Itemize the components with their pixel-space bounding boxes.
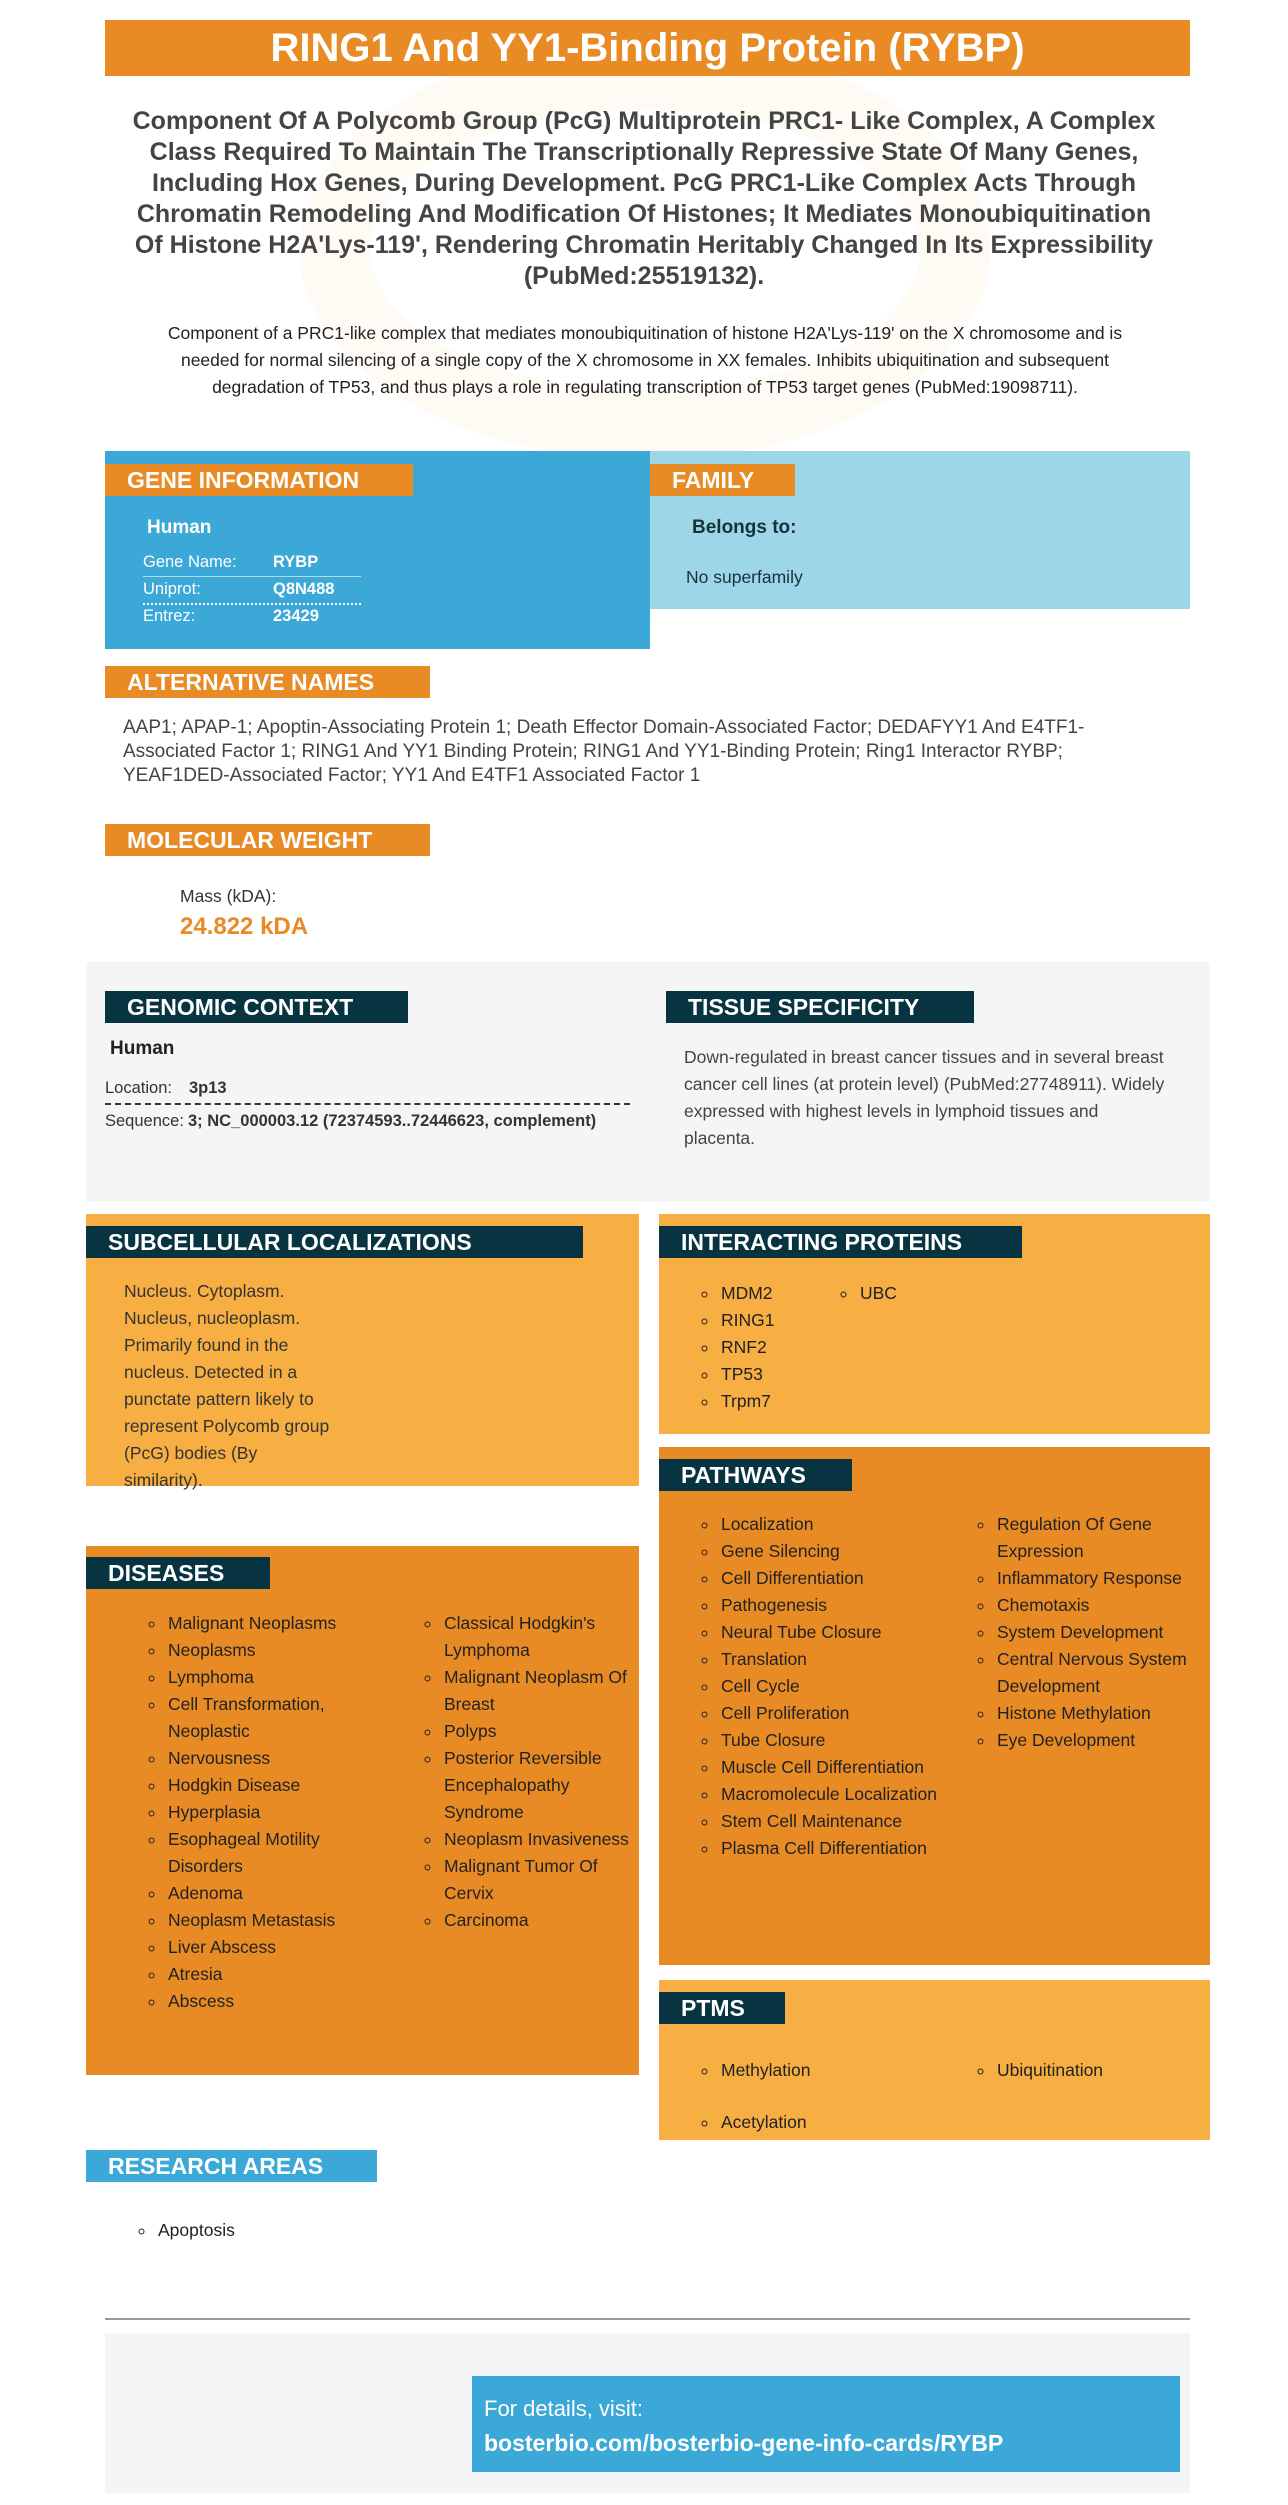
- list-item: ◦ Regulation Of Gene Expression: [995, 1511, 1210, 1565]
- mass-label: Mass (kDA):: [180, 886, 277, 906]
- list-item: ◦ Macromolecule Localization: [719, 1781, 944, 1808]
- list-item: ◦ Eye Development: [995, 1727, 1210, 1754]
- list-item: ◦ Carcinoma: [442, 1907, 642, 1934]
- pathways-col1: [701, 1511, 944, 1862]
- list-item: ◦ Posterior Reversible Encephalopathy Syndrome: [442, 1745, 642, 1826]
- alternative-names-text: AAP1; APAP-1; Apoptin-Associating Protein 1; Death Effector Domain-Associated Factor; DEDAFYY1 And E4TF1-Associated Factor 1; RING1 And YY1 Binding Protein; RING1 And YY1-Binding Protein; Ring1 Interactor RYBP; YEAF1DED-Associated Factor; YY1 And E4TF1 Associated Factor 1: [123, 717, 1085, 786]
- list-item: ◦ Trpm7: [719, 1388, 774, 1415]
- molecular-weight-heading: MOLECULAR WEIGHT: [105, 824, 430, 856]
- list-item: ◦ Plasma Cell Differentiation: [719, 1835, 944, 1862]
- diseases-col2: [424, 1610, 642, 1934]
- subcellular-localizations-text: Nucleus. Cytoplasm. Nucleus, nucleoplasm. Primarily found in the nucleus. Detected in a punctate pattern likely to represent Polycomb group (PcG) bodies (By similarity).: [124, 1281, 330, 1490]
- list-item: ◦ TP53: [719, 1361, 774, 1388]
- list-item: ◦ Cell Proliferation: [719, 1700, 944, 1727]
- sequence-label: Sequence:: [105, 1112, 184, 1130]
- list-item: ◦ Neoplasms: [166, 1637, 396, 1664]
- list-item: ◦ Malignant Neoplasm Of Breast: [442, 1664, 642, 1718]
- pathways-col2: [977, 1511, 1210, 1754]
- list-item: ◦ RING1: [719, 1307, 774, 1334]
- pathways-panel: [659, 1447, 1210, 1965]
- list-item: ◦ Polyps: [442, 1718, 642, 1745]
- entrez-row: [143, 603, 361, 630]
- list-item: ◦ Liver Abscess: [166, 1934, 396, 1961]
- uniprot-row: [143, 576, 361, 605]
- tissue-specificity-heading: TISSUE SPECIFICITY: [666, 991, 974, 1023]
- superfamily-value: No superfamily: [686, 567, 803, 587]
- list-item: ◦ RNF2: [719, 1334, 774, 1361]
- list-item: ◦ UBC: [858, 1280, 897, 1307]
- list-item: ◦ Chemotaxis: [995, 1592, 1210, 1619]
- pathways-heading: PATHWAYS: [659, 1459, 852, 1491]
- ptms-col2: [977, 2044, 1103, 2096]
- gene-name-row: [143, 549, 361, 577]
- tissue-specificity-text: Down-regulated in breast cancer tissues and in several breast cancer cell lines (at protein level) (PubMed:27748911). Widely expressed with highest levels in lymphoid tissues and placenta.: [684, 1047, 1165, 1148]
- list-item: ◦ Neural Tube Closure: [719, 1619, 944, 1646]
- function-summary: Component Of A Polycomb Group (PcG) Multiprotein PRC1- Like Complex, A Complex Class Required To Maintain The Transcriptionally Repressive State Of Many Genes, Including Hox Genes, During Development. PcG PRC1-Like Complex Acts Through Chromatin Remodeling And Modification Of Histones; It Mediates Monoubiquitination Of Histone H2A'Lys-119', Rendering Chromatin Heritably Changed In Its Expressibility (PubMed:25519132).: [132, 107, 1156, 290]
- interacting-proteins-col1: [701, 1280, 774, 1415]
- list-item: ◦ Hodgkin Disease: [166, 1772, 396, 1799]
- ptms-heading: PTMS: [659, 1992, 785, 2024]
- list-item: ◦ Malignant Neoplasms: [166, 1610, 396, 1637]
- list-item: ◦ Adenoma: [166, 1880, 396, 1907]
- list-item: ◦ Hyperplasia: [166, 1799, 396, 1826]
- diseases-heading: DISEASES: [86, 1557, 270, 1589]
- list-item: ◦ Cell Cycle: [719, 1673, 944, 1700]
- list-item: ◦ Inflammatory Response: [995, 1565, 1210, 1592]
- footer-visit-label: For details, visit:: [484, 2396, 643, 2421]
- function-description: Component of a PRC1-like complex that mediates monoubiquitination of histone H2A'Lys-119' on the X chromosome and is needed for normal silencing of a single copy of the X chromosome in XX females. Inhibits ubiquitination and subsequent degradation of TP53, and thus plays a role in regulating transcription of TP53 target genes (PubMed:19098711).: [167, 323, 1123, 397]
- list-item: ◦ Nervousness: [166, 1745, 396, 1772]
- location-label: Location:: [105, 1079, 172, 1097]
- alternative-names-heading: ALTERNATIVE NAMES: [105, 666, 430, 698]
- footer-divider: [105, 2318, 1190, 2320]
- list-item: ◦ Neoplasm Metastasis: [166, 1907, 396, 1934]
- list-item: ◦ Cell Transformation, Neoplastic: [166, 1691, 396, 1745]
- gene-name-label: Gene Name:: [143, 553, 237, 571]
- list-item: ◦ Cell Differentiation: [719, 1565, 944, 1592]
- interacting-proteins-col2: [840, 1280, 897, 1307]
- belongs-to-label: Belongs to:: [692, 517, 797, 538]
- list-item: ◦ Pathogenesis: [719, 1592, 944, 1619]
- family-panel: [650, 451, 1190, 609]
- interacting-proteins-heading: INTERACTING PROTEINS: [659, 1226, 1022, 1258]
- page-title: RING1 And YY1-Binding Protein (RYBP): [105, 20, 1190, 76]
- list-item: ◦ Atresia: [166, 1961, 396, 1988]
- genomic-species-label: Human: [110, 1038, 175, 1059]
- footer-url-link[interactable]: bosterbio.com/bosterbio-gene-info-cards/RYBP: [484, 2430, 1004, 2456]
- uniprot-label: Uniprot:: [143, 580, 201, 598]
- list-item: ◦ System Development: [995, 1619, 1210, 1646]
- subcellular-localizations-panel: [86, 1214, 639, 1490]
- ptms-panel: [659, 1980, 1210, 2140]
- entrez-value: 23429: [273, 607, 319, 625]
- list-item: ◦ MDM2: [719, 1280, 774, 1307]
- gene-information-panel: [105, 451, 650, 649]
- list-item: ◦ Abscess: [166, 1988, 396, 2015]
- ptms-col1: [701, 2044, 811, 2148]
- list-item: ◦ Lymphoma: [166, 1664, 396, 1691]
- genomic-tissue-panel: [86, 962, 1210, 1202]
- gene-species-label: Human: [147, 517, 212, 538]
- list-item: ◦ Central Nervous System Development: [995, 1646, 1210, 1700]
- genomic-context-heading: GENOMIC CONTEXT: [105, 991, 408, 1023]
- list-item: ◦ Acetylation: [719, 2096, 811, 2148]
- location-value: 3p13: [189, 1079, 227, 1097]
- list-item: ◦ Translation: [719, 1646, 944, 1673]
- interacting-proteins-panel: [659, 1214, 1210, 1434]
- uniprot-value: Q8N488: [273, 580, 335, 598]
- mass-value: 24.822 kDA: [180, 913, 309, 940]
- entrez-label: Entrez:: [143, 607, 196, 625]
- footer-link-box[interactable]: [472, 2376, 1180, 2472]
- research-areas-heading: RESEARCH AREAS: [86, 2150, 377, 2182]
- list-item: ◦ Methylation: [719, 2044, 811, 2096]
- list-item: ◦ Histone Methylation: [995, 1700, 1210, 1727]
- list-item: ◦ Esophageal Motility Disorders: [166, 1826, 396, 1880]
- list-item: ◦ Classical Hodgkin's Lymphoma: [442, 1610, 642, 1664]
- list-item: ◦ Tube Closure: [719, 1727, 944, 1754]
- list-item: ◦ Localization: [719, 1511, 944, 1538]
- sequence-value: 3; NC_000003.12 (72374593..72446623, complement): [188, 1112, 597, 1130]
- subcellular-localizations-heading: SUBCELLULAR LOCALIZATIONS: [86, 1226, 583, 1258]
- gene-name-value: RYBP: [273, 553, 319, 571]
- list-item: ◦ Muscle Cell Differentiation: [719, 1754, 944, 1781]
- research-areas-list: [138, 2217, 235, 2244]
- list-item: ◦ Gene Silencing: [719, 1538, 944, 1565]
- diseases-col1: [148, 1610, 396, 2015]
- family-heading: FAMILY: [650, 464, 795, 496]
- list-item: ◦ Neoplasm Invasiveness: [442, 1826, 642, 1853]
- list-item: ◦ Stem Cell Maintenance: [719, 1808, 944, 1835]
- location-row: [105, 1075, 630, 1105]
- list-item: ◦ Apoptosis: [156, 2217, 235, 2244]
- list-item: ◦ Ubiquitination: [995, 2044, 1103, 2096]
- diseases-panel: [86, 1546, 639, 2075]
- gene-information-heading: GENE INFORMATION: [105, 464, 413, 496]
- list-item: ◦ Malignant Tumor Of Cervix: [442, 1853, 642, 1907]
